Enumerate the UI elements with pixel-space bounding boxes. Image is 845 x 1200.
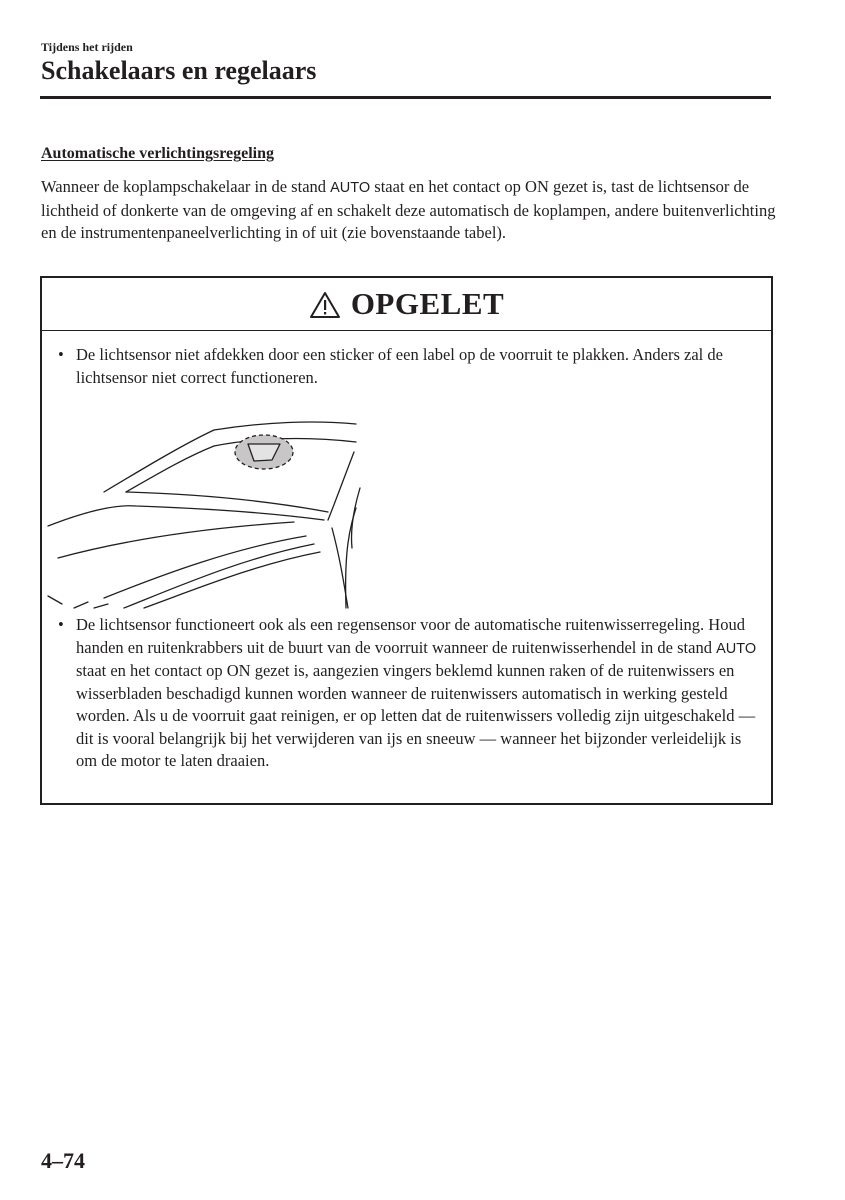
- windshield-sensor-illustration: [44, 408, 364, 618]
- bullet-text: De lichtsensor niet afdekken door een sticker of een label op de voorruit te plakken. Anders zal de lichtsensor niet correct functioneren.: [76, 345, 723, 387]
- auto-mode-label: AUTO: [330, 180, 371, 196]
- section-label: Tijdens het rijden: [41, 40, 133, 54]
- intro-paragraph: [41, 176, 776, 245]
- auto-mode-label: AUTO: [716, 640, 757, 657]
- caution-bullet: [58, 344, 758, 389]
- bullet-text-part2: staat en het contact op ON gezet is, aangezien vingers beklemd kunnen raken of de ruitenwissers en wisserbladen beschadigd kunnen worden wanneer de ruitenwissers automatisch in werking gesteld worden. Als u de voorruit gaat reinigen, er op letten dat de ruitenwissers volledig zijn uitgeschakeld — dit is vooral belangrijk bij het verwijderen van ijs en sneeuw — wanneer het bijzonder verleidelijk is om de motor te laten draaien.: [76, 661, 756, 770]
- caution-bullet: [58, 614, 758, 773]
- paragraph-text-part1: Wanneer de koplampschakelaar in de stand: [41, 177, 331, 196]
- page-title: Schakelaars en regelaars: [41, 56, 317, 85]
- title-divider: [40, 96, 771, 99]
- warning-triangle-icon: [309, 291, 341, 319]
- paragraph-text-part2: staat en het contact op ON gezet is, tast de lichtsensor de lichtheid of donkerte van de omgeving af en schakelt deze automatisch de koplampen, andere buitenverlichting en de instrumentenpaneelverlichting in of uit (zie bovenstaande tabel).: [41, 177, 776, 242]
- bullet-marker: •: [58, 615, 64, 634]
- section-heading: Automatische verlichtingsregeling: [41, 145, 275, 162]
- caution-box: [40, 276, 773, 805]
- page-number: 4–74: [41, 1148, 85, 1173]
- caution-title: OPGELET: [350, 286, 505, 321]
- caution-header: [42, 278, 771, 331]
- bullet-text: [76, 614, 758, 773]
- bullet-marker: •: [58, 345, 64, 364]
- bullet-text-part1: De lichtsensor functioneert ook als een regensensor voor de automatische ruitenwisserregeling. Houd handen en ruitenkrabbers uit de buurt van de voorruit wanneer de ruitenwisserhendel in de stand: [76, 615, 745, 657]
